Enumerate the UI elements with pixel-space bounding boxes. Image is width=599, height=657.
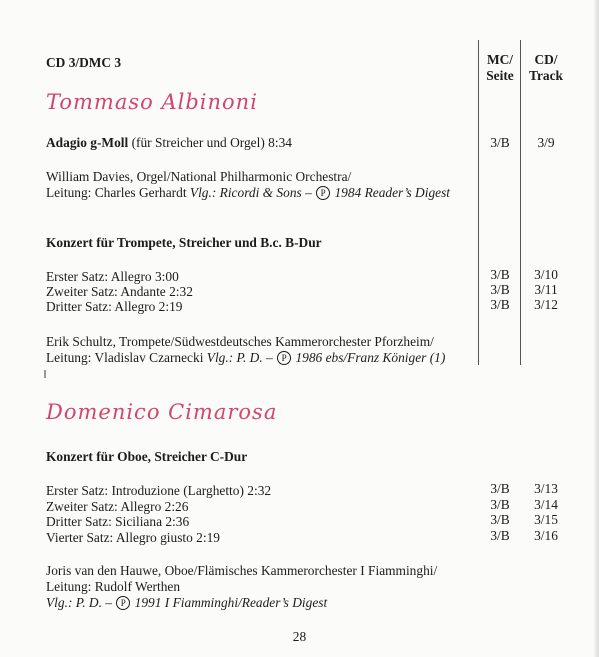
oboe-cd-column	[522, 481, 570, 543]
print-mark	[44, 370, 46, 378]
cd-label: CD 3/DMC 3	[46, 55, 122, 70]
work-adagio-title	[46, 135, 292, 151]
adagio-leitung: Leitung: Charles Gerhardt	[46, 185, 190, 200]
cd-header-line1: CD/	[534, 52, 558, 67]
trumpet-label-b: 1986 ebs/Franz Königer (1)	[292, 350, 446, 365]
movement-row: Dritter Satz: Siciliana 2:36	[46, 514, 190, 529]
movement-cd: 3/10	[534, 267, 558, 282]
oboe-credits	[46, 595, 327, 611]
oboe-label-a: Vlg.: P. D. –	[46, 595, 116, 610]
adagio-label-b: 1984 Reader’s Digest	[331, 185, 451, 200]
adagio-mc-side: 3/B	[490, 135, 510, 150]
trumpet-performers: Erik Schultz, Trompete/Südwestdeutsches Kammerorchester Pforzheim/	[46, 334, 434, 349]
movement-mc: 3/B	[490, 297, 510, 312]
adagio-credits	[46, 185, 450, 201]
movement-row: Zweiter Satz: Allegro 2:26	[46, 498, 189, 514]
movement-mc: 3/B	[490, 282, 510, 297]
adagio-label-a: Vlg.: Ricordi & Sons –	[189, 185, 316, 200]
cd-column-header	[522, 52, 570, 84]
composer-cimarosa: Domenico Cimarosa	[46, 400, 278, 424]
movement-row: Zweiter Satz: Andante 2:32	[46, 284, 193, 299]
page-number: 28	[292, 629, 307, 644]
composer-albinoni: Tommaso Albinoni	[46, 90, 258, 114]
phonogram-p-icon: P	[316, 186, 330, 200]
movement-cd: 3/11	[534, 282, 558, 297]
cd-header-line2: Track	[529, 68, 563, 83]
trumpet-movements	[46, 269, 193, 314]
mc-header-line2: Seite	[486, 68, 514, 83]
oboe-label-b: 1991 I Fiamminghi/Reader’s Digest	[131, 595, 328, 610]
work-trumpet-concerto-title: Konzert für Trompete, Streicher und B.c. B-Dur	[46, 235, 322, 250]
work-adagio-title-bold: Adagio g-Moll	[46, 135, 129, 150]
column-divider-right	[520, 40, 521, 365]
movement-mc: 3/B	[490, 527, 510, 543]
movement-mc: 3/B	[490, 512, 510, 527]
movement-mc: 3/B	[490, 496, 510, 512]
movement-row: Erster Satz: Allegro 3:00	[46, 269, 179, 284]
movement-cd: 3/12	[534, 297, 558, 312]
movement-cd: 3/16	[534, 527, 558, 543]
adagio-cd-track: 3/9	[537, 135, 555, 150]
trumpet-cd-column	[522, 267, 570, 312]
column-divider-left	[478, 40, 479, 365]
trumpet-mc-column	[480, 267, 520, 312]
page-edge-shadow	[593, 0, 599, 657]
movement-row: Dritter Satz: Allegro 2:19	[46, 299, 183, 314]
oboe-performers: Joris van den Hauwe, Oboe/Flämisches Kammerorchester I Fiamminghi/	[46, 563, 438, 578]
movement-mc: 3/B	[490, 267, 510, 282]
movement-cd: 3/15	[534, 512, 558, 527]
adagio-performers: William Davies, Orgel/National Philharmonic Orchestra/	[46, 169, 352, 184]
work-adagio-title-rest: (für Streicher und Orgel) 8:34	[131, 135, 292, 150]
oboe-movements	[46, 483, 271, 545]
mc-column-header	[480, 52, 520, 84]
phonogram-p-icon: P	[277, 351, 291, 365]
phonogram-p-icon: P	[116, 596, 130, 610]
trumpet-label-a: Vlg.: P. D. –	[206, 350, 277, 365]
trumpet-credits	[46, 350, 445, 366]
movement-cd: 3/13	[534, 481, 558, 496]
oboe-mc-column	[480, 481, 520, 543]
work-oboe-concerto-title: Konzert für Oboe, Streicher C-Dur	[46, 449, 248, 464]
movement-row: Erster Satz: Introduzione (Larghetto) 2:32	[46, 483, 272, 498]
mc-header-line1: MC/	[486, 52, 514, 67]
movement-row: Vierter Satz: Allegro giusto 2:19	[46, 529, 220, 545]
oboe-leitung: Leitung: Rudolf Werthen	[46, 579, 181, 594]
movement-cd: 3/14	[534, 496, 558, 512]
movement-mc: 3/B	[490, 481, 510, 496]
trumpet-leitung: Leitung: Vladislav Czarnecki	[46, 350, 207, 365]
